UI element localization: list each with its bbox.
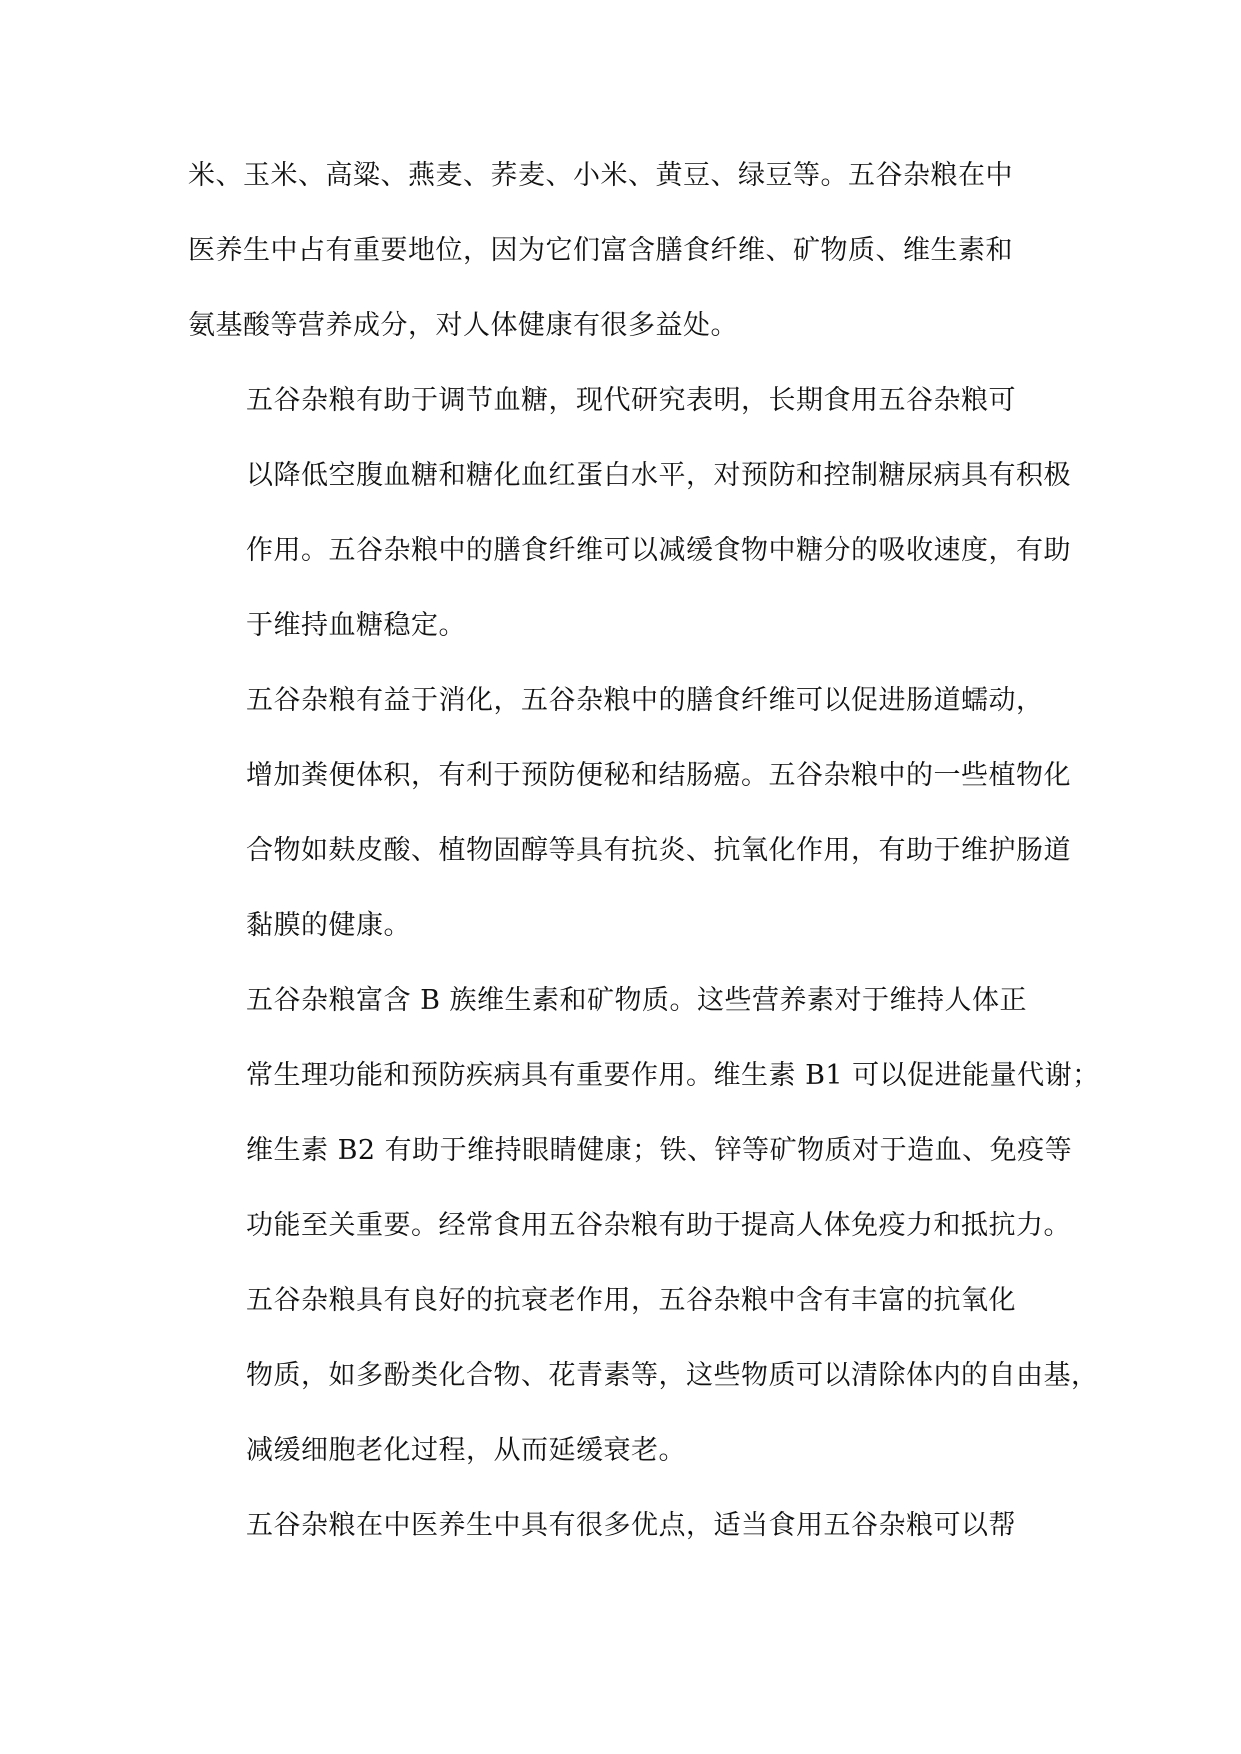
document-page — [188, 138, 1100, 1563]
paragraph-anti-aging — [188, 1263, 1099, 1488]
text-line: 医养生中占有重要地位，因为它们富含膳食纤维、矿物质、维生素和 — [188, 235, 1013, 266]
text-line: 增加粪便体积，有利于预防便秘和结肠癌。五谷杂粮中的一些植物化 — [246, 760, 1071, 791]
paragraph-conclusion — [188, 1488, 1058, 1563]
text-line: 五谷杂粮有益于消化，五谷杂粮中的膳食纤维可以促进肠道蠕动， — [246, 685, 1044, 716]
text-line: 以降低空腹血糖和糖化血红蛋白水平，对预防和控制糖尿病具有积极 — [246, 460, 1071, 491]
text-line: 维生素 B2 有助于维持眼睛健康；铁、锌等矿物质对于造血、免疫等 — [246, 1135, 1073, 1166]
text-line: 五谷杂粮有助于调节血糖，现代研究表明，长期食用五谷杂粮可 — [246, 385, 1016, 416]
paragraph-digestion — [188, 663, 1071, 963]
paragraph-blood-sugar — [188, 363, 1071, 663]
paragraph-grain-list — [188, 138, 1058, 363]
text-line: 五谷杂粮具有良好的抗衰老作用，五谷杂粮中含有丰富的抗氧化 — [246, 1285, 1016, 1316]
text-line: 物质，如多酚类化合物、花青素等，这些物质可以清除体内的自由基， — [246, 1360, 1099, 1391]
text-line: 合物如麸皮酸、植物固醇等具有抗炎、抗氧化作用，有助于维护肠道 — [246, 835, 1071, 866]
text-line: 减缓细胞老化过程，从而延缓衰老。 — [246, 1435, 686, 1466]
text-line: 五谷杂粮富含 B 族维生素和矿物质。这些营养素对于维持人体正 — [246, 985, 1028, 1016]
text-line: 常生理功能和预防疾病具有重要作用。维生素 B1 可以促进能量代谢； — [246, 1060, 1100, 1091]
text-line: 五谷杂粮在中医养生中具有很多优点，适当食用五谷杂粮可以帮 — [246, 1510, 1016, 1541]
text-line: 作用。五谷杂粮中的膳食纤维可以减缓食物中糖分的吸收速度，有助 — [246, 535, 1071, 566]
text-line: 于维持血糖稳定。 — [246, 610, 466, 641]
text-line: 氨基酸等营养成分，对人体健康有很多益处。 — [188, 310, 738, 341]
text-line: 功能至关重要。经常食用五谷杂粮有助于提高人体免疫力和抵抗力。 — [246, 1210, 1071, 1241]
paragraph-vitamins — [188, 963, 1100, 1263]
text-line: 黏膜的健康。 — [246, 910, 411, 941]
text-line: 米、玉米、高粱、燕麦、荞麦、小米、黄豆、绿豆等。五谷杂粮在中 — [188, 160, 1013, 191]
